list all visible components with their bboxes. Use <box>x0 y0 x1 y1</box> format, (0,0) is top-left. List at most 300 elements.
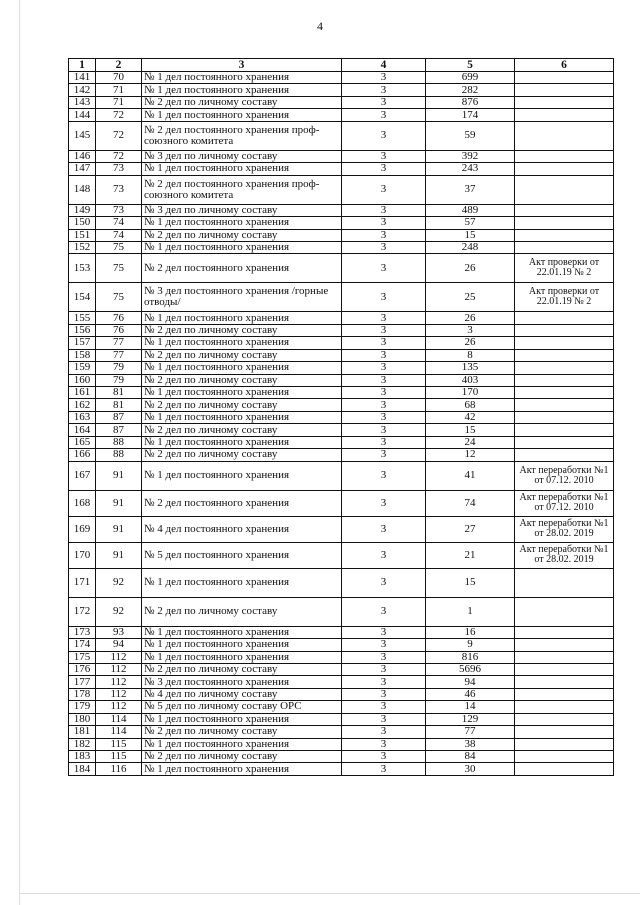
row-number: 155 <box>69 312 96 324</box>
note <box>515 150 614 162</box>
column-4-value: 3 <box>342 597 426 626</box>
table-row <box>69 411 614 423</box>
column-4-value: 3 <box>342 387 426 399</box>
files-count: 129 <box>426 713 515 725</box>
table-row <box>69 676 614 688</box>
table-row <box>69 449 614 461</box>
files-count: 30 <box>426 763 515 775</box>
table-row <box>69 424 614 436</box>
inventory-title: № 1 дел постоянного хранения <box>142 163 342 175</box>
files-count: 243 <box>426 163 515 175</box>
table-row <box>69 217 614 229</box>
row-number: 169 <box>69 516 96 542</box>
row-number: 165 <box>69 436 96 448</box>
files-count: 699 <box>426 72 515 84</box>
inventory-title: № 1 дел постоянного хранения <box>142 626 342 638</box>
note <box>515 411 614 423</box>
column-4-value: 3 <box>342 688 426 700</box>
note: Акт переработки №1 от 07.12. 2010 <box>515 490 614 516</box>
table-row <box>69 283 614 312</box>
note <box>515 763 614 775</box>
table-row <box>69 362 614 374</box>
fund-number: 74 <box>96 217 142 229</box>
row-number: 164 <box>69 424 96 436</box>
note <box>515 399 614 411</box>
column-4-value: 3 <box>342 449 426 461</box>
files-count: 26 <box>426 337 515 349</box>
files-count: 94 <box>426 676 515 688</box>
files-count: 26 <box>426 254 515 283</box>
row-number: 148 <box>69 175 96 204</box>
note <box>515 738 614 750</box>
row-number: 161 <box>69 387 96 399</box>
note <box>515 349 614 361</box>
note <box>515 84 614 96</box>
column-4-value: 3 <box>342 312 426 324</box>
column-4-value: 3 <box>342 639 426 651</box>
column-4-value: 3 <box>342 121 426 150</box>
inventory-title: № 4 дел по личному составу <box>142 688 342 700</box>
fund-number: 76 <box>96 312 142 324</box>
files-count: 15 <box>426 229 515 241</box>
inventory-title: № 2 дел по личному составу <box>142 96 342 108</box>
table-header-row <box>69 59 614 72</box>
inventory-title: № 1 дел постоянного хранения <box>142 763 342 775</box>
page-number: 4 <box>317 19 323 33</box>
row-number: 145 <box>69 121 96 150</box>
table-row <box>69 516 614 542</box>
table-row <box>69 374 614 386</box>
fund-number: 72 <box>96 121 142 150</box>
note: Акт переработки №1 от 28.02. 2019 <box>515 542 614 568</box>
fund-number: 116 <box>96 763 142 775</box>
inventory-title: № 1 дел постоянного хранения <box>142 84 342 96</box>
table-row <box>69 150 614 162</box>
table-row <box>69 542 614 568</box>
column-4-value: 3 <box>342 701 426 713</box>
table-row <box>69 241 614 253</box>
table-row <box>69 639 614 651</box>
note: Акт проверки от 22.01.19 № 2 <box>515 254 614 283</box>
fund-number: 91 <box>96 461 142 490</box>
column-4-value: 3 <box>342 175 426 204</box>
table-row <box>69 726 614 738</box>
inventory-title: № 1 дел постоянного хранения <box>142 738 342 750</box>
row-number: 146 <box>69 150 96 162</box>
files-count: 9 <box>426 639 515 651</box>
table-row <box>69 337 614 349</box>
files-count: 27 <box>426 516 515 542</box>
fund-number: 72 <box>96 109 142 121</box>
column-header: 4 <box>342 59 426 72</box>
inventory-title: № 2 дел по личному составу <box>142 229 342 241</box>
column-4-value: 3 <box>342 72 426 84</box>
fund-number: 87 <box>96 424 142 436</box>
table-row <box>69 751 614 763</box>
note <box>515 597 614 626</box>
note <box>515 229 614 241</box>
row-number: 158 <box>69 349 96 361</box>
table-row <box>69 399 614 411</box>
column-4-value: 3 <box>342 229 426 241</box>
inventory-title: № 3 дел по личному составу <box>142 204 342 216</box>
table-row <box>69 651 614 663</box>
row-number: 167 <box>69 461 96 490</box>
column-4-value: 3 <box>342 651 426 663</box>
fund-number: 112 <box>96 651 142 663</box>
row-number: 157 <box>69 337 96 349</box>
row-number: 166 <box>69 449 96 461</box>
inventory-title: № 1 дел постоянного хранения <box>142 639 342 651</box>
fund-number: 73 <box>96 163 142 175</box>
files-count: 5696 <box>426 663 515 675</box>
table-row <box>69 72 614 84</box>
inventory-title: № 1 дел постоянного хранения <box>142 651 342 663</box>
note <box>515 626 614 638</box>
note: Акт переработки №1 от 07.12. 2010 <box>515 461 614 490</box>
inventory-title: № 1 дел постоянного хранения <box>142 312 342 324</box>
inventory-title: № 2 дел по личному составу <box>142 726 342 738</box>
table-row <box>69 349 614 361</box>
files-count: 1 <box>426 597 515 626</box>
note <box>515 204 614 216</box>
fund-number: 71 <box>96 96 142 108</box>
files-count: 8 <box>426 349 515 361</box>
fund-number: 94 <box>96 639 142 651</box>
scan-edge-bottom <box>19 893 640 894</box>
fund-number: 91 <box>96 542 142 568</box>
inventory-title: № 2 дел по личному составу <box>142 374 342 386</box>
table-row <box>69 490 614 516</box>
inventory-title: № 1 дел постоянного хранения <box>142 109 342 121</box>
note <box>515 362 614 374</box>
files-count: 38 <box>426 738 515 750</box>
row-number: 175 <box>69 651 96 663</box>
row-number: 153 <box>69 254 96 283</box>
note <box>515 217 614 229</box>
column-header: 2 <box>96 59 142 72</box>
row-number: 150 <box>69 217 96 229</box>
fund-number: 81 <box>96 387 142 399</box>
fund-number: 115 <box>96 738 142 750</box>
files-count: 248 <box>426 241 515 253</box>
fund-number: 74 <box>96 229 142 241</box>
column-4-value: 3 <box>342 663 426 675</box>
fund-number: 79 <box>96 362 142 374</box>
note <box>515 713 614 725</box>
files-count: 59 <box>426 121 515 150</box>
inventory-title: № 2 дел по личному составу <box>142 424 342 436</box>
column-4-value: 3 <box>342 109 426 121</box>
row-number: 179 <box>69 701 96 713</box>
fund-number: 70 <box>96 72 142 84</box>
table-row <box>69 163 614 175</box>
column-4-value: 3 <box>342 726 426 738</box>
fund-number: 91 <box>96 516 142 542</box>
table-row <box>69 96 614 108</box>
column-4-value: 3 <box>342 217 426 229</box>
row-number: 142 <box>69 84 96 96</box>
column-4-value: 3 <box>342 399 426 411</box>
note <box>515 726 614 738</box>
table-row <box>69 568 614 597</box>
column-4-value: 3 <box>342 324 426 336</box>
table-row <box>69 626 614 638</box>
inventory-title: № 2 дел постоянного хранения <box>142 490 342 516</box>
table-row <box>69 312 614 324</box>
fund-number: 81 <box>96 399 142 411</box>
table-row <box>69 84 614 96</box>
row-number: 171 <box>69 568 96 597</box>
inventory-title: № 3 дел постоянного хранения <box>142 676 342 688</box>
files-count: 84 <box>426 751 515 763</box>
note <box>515 312 614 324</box>
files-count: 816 <box>426 651 515 663</box>
fund-number: 79 <box>96 374 142 386</box>
column-4-value: 3 <box>342 96 426 108</box>
inventory-title: № 2 дел постоянного хранения проф-союзного комитета <box>142 175 342 204</box>
note <box>515 651 614 663</box>
files-count: 41 <box>426 461 515 490</box>
files-count: 16 <box>426 626 515 638</box>
files-count: 282 <box>426 84 515 96</box>
note <box>515 751 614 763</box>
files-count: 876 <box>426 96 515 108</box>
note <box>515 96 614 108</box>
row-number: 176 <box>69 663 96 675</box>
column-4-value: 3 <box>342 283 426 312</box>
files-count: 15 <box>426 568 515 597</box>
files-count: 74 <box>426 490 515 516</box>
inventory-title: № 1 дел постоянного хранения <box>142 72 342 84</box>
table-row <box>69 663 614 675</box>
note <box>515 374 614 386</box>
table-row <box>69 229 614 241</box>
note <box>515 72 614 84</box>
note <box>515 337 614 349</box>
inventory-title: № 1 дел постоянного хранения <box>142 461 342 490</box>
fund-number: 88 <box>96 436 142 448</box>
files-count: 392 <box>426 150 515 162</box>
fund-number: 75 <box>96 241 142 253</box>
table-row <box>69 763 614 775</box>
note <box>515 701 614 713</box>
column-4-value: 3 <box>342 751 426 763</box>
column-4-value: 3 <box>342 738 426 750</box>
table-row <box>69 738 614 750</box>
column-4-value: 3 <box>342 542 426 568</box>
inventory-title: № 2 дел постоянного хранения проф-союзного комитета <box>142 121 342 150</box>
column-4-value: 3 <box>342 461 426 490</box>
files-count: 42 <box>426 411 515 423</box>
row-number: 183 <box>69 751 96 763</box>
files-count: 12 <box>426 449 515 461</box>
files-count: 174 <box>426 109 515 121</box>
row-number: 163 <box>69 411 96 423</box>
files-count: 135 <box>426 362 515 374</box>
note <box>515 676 614 688</box>
records-table <box>68 58 614 776</box>
table-row <box>69 597 614 626</box>
note <box>515 109 614 121</box>
column-header: 1 <box>69 59 96 72</box>
files-count: 77 <box>426 726 515 738</box>
fund-number: 114 <box>96 713 142 725</box>
row-number: 162 <box>69 399 96 411</box>
inventory-title: № 1 дел постоянного хранения <box>142 362 342 374</box>
note <box>515 663 614 675</box>
table-row <box>69 701 614 713</box>
inventory-title: № 1 дел постоянного хранения <box>142 217 342 229</box>
row-number: 174 <box>69 639 96 651</box>
row-number: 154 <box>69 283 96 312</box>
row-number: 144 <box>69 109 96 121</box>
inventory-title: № 2 дел по личному составу <box>142 449 342 461</box>
row-number: 149 <box>69 204 96 216</box>
fund-number: 76 <box>96 324 142 336</box>
table-row <box>69 436 614 448</box>
column-4-value: 3 <box>342 84 426 96</box>
row-number: 180 <box>69 713 96 725</box>
inventory-title: № 1 дел постоянного хранения <box>142 337 342 349</box>
inventory-title: № 1 дел постоянного хранения <box>142 713 342 725</box>
note <box>515 163 614 175</box>
row-number: 182 <box>69 738 96 750</box>
inventory-title: № 1 дел постоянного хранения <box>142 387 342 399</box>
row-number: 177 <box>69 676 96 688</box>
column-4-value: 3 <box>342 436 426 448</box>
files-count: 403 <box>426 374 515 386</box>
fund-number: 73 <box>96 204 142 216</box>
column-4-value: 3 <box>342 254 426 283</box>
column-4-value: 3 <box>342 163 426 175</box>
fund-number: 73 <box>96 175 142 204</box>
column-4-value: 3 <box>342 676 426 688</box>
column-header: 6 <box>515 59 614 72</box>
column-4-value: 3 <box>342 568 426 597</box>
column-4-value: 3 <box>342 713 426 725</box>
inventory-title: № 2 дел по личному составу <box>142 597 342 626</box>
row-number: 178 <box>69 688 96 700</box>
fund-number: 112 <box>96 663 142 675</box>
column-4-value: 3 <box>342 337 426 349</box>
files-count: 21 <box>426 542 515 568</box>
table-row <box>69 688 614 700</box>
files-count: 57 <box>426 217 515 229</box>
fund-number: 75 <box>96 254 142 283</box>
column-4-value: 3 <box>342 362 426 374</box>
inventory-title: № 1 дел постоянного хранения <box>142 411 342 423</box>
table-row <box>69 175 614 204</box>
row-number: 168 <box>69 490 96 516</box>
scan-edge-left <box>19 0 20 905</box>
column-header: 5 <box>426 59 515 72</box>
note <box>515 449 614 461</box>
inventory-title: № 1 дел постоянного хранения <box>142 241 342 253</box>
row-number: 143 <box>69 96 96 108</box>
inventory-title: № 2 дел по личному составу <box>142 399 342 411</box>
inventory-title: № 2 дел по личному составу <box>142 663 342 675</box>
note <box>515 436 614 448</box>
files-count: 68 <box>426 399 515 411</box>
fund-number: 92 <box>96 597 142 626</box>
note <box>515 121 614 150</box>
column-header: 3 <box>142 59 342 72</box>
files-count: 26 <box>426 312 515 324</box>
row-number: 141 <box>69 72 96 84</box>
fund-number: 71 <box>96 84 142 96</box>
row-number: 160 <box>69 374 96 386</box>
note <box>515 324 614 336</box>
files-count: 25 <box>426 283 515 312</box>
inventory-title: № 5 дел по личному составу ОРС <box>142 701 342 713</box>
table-row <box>69 204 614 216</box>
row-number: 172 <box>69 597 96 626</box>
row-number: 173 <box>69 626 96 638</box>
table-row <box>69 109 614 121</box>
files-count: 24 <box>426 436 515 448</box>
row-number: 184 <box>69 763 96 775</box>
column-4-value: 3 <box>342 626 426 638</box>
inventory-title: № 3 дел по личному составу <box>142 150 342 162</box>
table-row <box>69 387 614 399</box>
fund-number: 112 <box>96 688 142 700</box>
table-row <box>69 461 614 490</box>
fund-number: 77 <box>96 337 142 349</box>
files-count: 37 <box>426 175 515 204</box>
files-count: 15 <box>426 424 515 436</box>
inventory-title: № 2 дел постоянного хранения <box>142 254 342 283</box>
note <box>515 568 614 597</box>
note <box>515 639 614 651</box>
inventory-title: № 3 дел постоянного хранения /горные отводы/ <box>142 283 342 312</box>
inventory-title: № 1 дел постоянного хранения <box>142 568 342 597</box>
note <box>515 424 614 436</box>
column-4-value: 3 <box>342 516 426 542</box>
fund-number: 112 <box>96 701 142 713</box>
column-4-value: 3 <box>342 374 426 386</box>
column-4-value: 3 <box>342 424 426 436</box>
inventory-title: № 4 дел постоянного хранения <box>142 516 342 542</box>
fund-number: 114 <box>96 726 142 738</box>
table-row <box>69 324 614 336</box>
column-4-value: 3 <box>342 411 426 423</box>
column-4-value: 3 <box>342 241 426 253</box>
row-number: 152 <box>69 241 96 253</box>
fund-number: 93 <box>96 626 142 638</box>
column-4-value: 3 <box>342 150 426 162</box>
note <box>515 241 614 253</box>
files-count: 170 <box>426 387 515 399</box>
fund-number: 75 <box>96 283 142 312</box>
fund-number: 112 <box>96 676 142 688</box>
inventory-title: № 1 дел постоянного хранения <box>142 436 342 448</box>
fund-number: 92 <box>96 568 142 597</box>
column-4-value: 3 <box>342 763 426 775</box>
row-number: 181 <box>69 726 96 738</box>
fund-number: 91 <box>96 490 142 516</box>
note <box>515 688 614 700</box>
files-count: 3 <box>426 324 515 336</box>
fund-number: 87 <box>96 411 142 423</box>
row-number: 147 <box>69 163 96 175</box>
table-row <box>69 254 614 283</box>
note <box>515 175 614 204</box>
row-number: 159 <box>69 362 96 374</box>
fund-number: 77 <box>96 349 142 361</box>
inventory-title: № 2 дел по личному составу <box>142 324 342 336</box>
files-count: 14 <box>426 701 515 713</box>
